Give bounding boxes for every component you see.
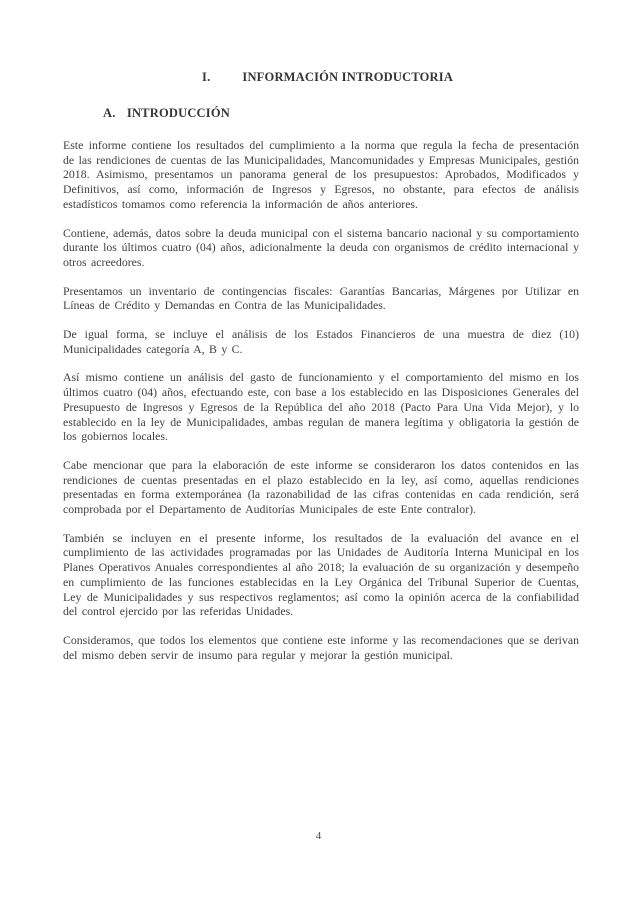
paragraph-operating-expense-analysis: Así mismo contiene un análisis del gasto de funcionamiento y el comportamiento del mismo en los últimos cuatro (04) años, efectuando este, con base a los establecido en las Disposiciones Generales del Presupuesto de Ingresos y Egresos de la República del año 2018 (Pacto Para Una Vida Mejor), y lo establecido en la ley de Municipalidades, ambas regulan de manera legítima y obligatoria la gestión de los gobiernos locales. xyxy=(63,370,579,444)
subsection-heading xyxy=(103,106,579,121)
section-heading xyxy=(202,70,579,85)
subsection-heading-letter: A. xyxy=(103,106,116,120)
paragraph-closing-remarks: Consideramos, que todos los elementos que contiene este informe y las recomendaciones que se derivan del mismo deben servir de insumo para regular y mejorar la gestión municipal. xyxy=(63,632,579,662)
paragraph-fiscal-contingencies: Presentamos un inventario de contingencias fiscales: Garantías Bancarias, Márgenes por Utilizar en Líneas de Crédito y Demandas en Contra de las Municipalidades. xyxy=(63,283,579,313)
section-heading-numeral: I. xyxy=(202,70,211,84)
paragraph-data-sources-note: Cabe mencionar que para la elaboración de este informe se consideraron los datos contenidos en las rendiciones de cuentas presentadas en el plazo establecido en la ley, así como, aquellas rendiciones presentadas en forma extemporánea (la razonabilidad de las cifras contenidas en cada rendición, será comprobada por el Departamento de Auditorías Municipales de este Ente contralor). xyxy=(63,457,579,517)
paragraph-internal-audit-evaluation: También se incluyen en el presente informe, los resultados de la evaluación del avance en el cumplimiento de las actividades programadas por las Unidades de Auditoría Interna Municipal en los Planes Operativos Anuales correspondientes al año 2018; la evaluación de su organización y desempeño en cumplimiento de las funciones establecidas en la Ley Orgánica del Tribunal Superior de Cuentas, Ley de Municipalidades y sus respectivos reglamentos; así como la opinión acerca de la confiabilidad del control ejercido por las referidas Unidades. xyxy=(63,530,579,619)
paragraph-municipal-debt: Contiene, además, datos sobre la deuda municipal con el sistema bancario nacional y su comportamiento durante los últimos cuatro (04) años, adicionalmente la deuda con organismos de crédito internacional y otros acreedores. xyxy=(63,225,579,269)
page-number: 4 xyxy=(315,830,322,842)
subsection-heading-title: INTRODUCCIÓN xyxy=(126,106,230,120)
paragraph-intro-scope: Este informe contiene los resultados del cumplimiento a la norma que regula la fecha de presentación de las rendiciones de cuentas de las Municipalidades, Mancomunidades y Empresas Municipales, gestión 2018. Asimismo, presentamos un panorama general de los presupuestos: Aprobados, Modificados y Definitivos, así como, información de Ingresos y Egresos, no obstante, para efectos de análisis estadísticos tomamos como referencia la información de años anteriores. xyxy=(63,138,579,211)
paragraph-financial-statements-sample: De igual forma, se incluye el análisis de los Estados Financieros de una muestra de diez (10) Municipalidades categoría A, B y C. xyxy=(63,327,579,356)
section-heading-title: INFORMACIÓN INTRODUCTORIA xyxy=(242,70,454,84)
page-content xyxy=(63,70,579,676)
